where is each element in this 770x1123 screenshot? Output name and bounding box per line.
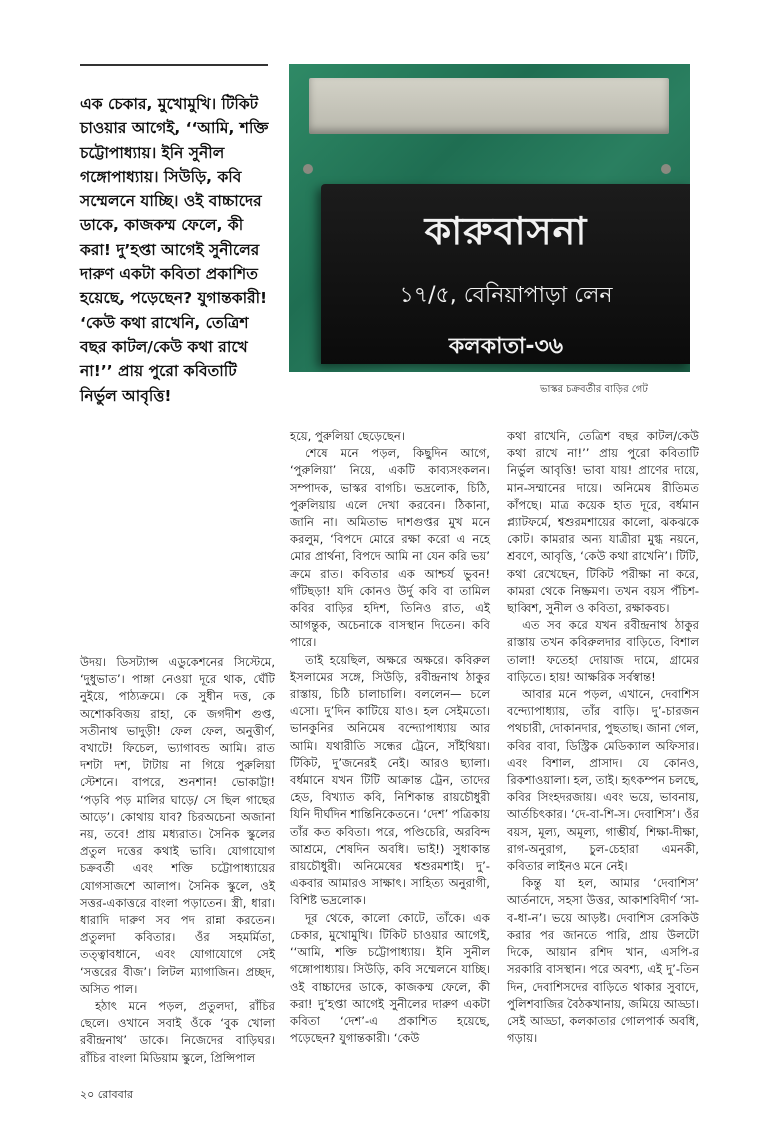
paragraph: আবার মনে পড়ল, এখানে, দেবাশিস বন্দ্যোপাধ্যায়, তাঁর বাড়ি। দু’-চারজন পথচারী, দোকানদার, পুছতাছ। জানা গেল, কবির বাবা, ডিস্ট্রিক মেডিক্যাল অফিসার। এবং বিশাল, প্রাসাদ। যে কোনও, রিকশাওয়ালা। হল, তাই। হৃৎকম্পন চলছে, কবির সিংহদরজায়। এবং ভয়ে, ভাবনায়, আর্তচিৎকার। ‘দে-বা-শি-স। দেবাশিস’। ওঁর বয়স, মূল্য, অমূল্য, গাম্ভীর্য, শিক্ষা-দীক্ষা, রাগ-অনুরাগ, চুল-চেহারা এমনকী, কবিতার লাইনও মনে নেই।	[507, 687, 699, 874]
name-plaque	[321, 184, 690, 364]
paragraph: হঠাৎ মনে পড়ল, প্রতুলদা, রাঁচির ছেলে। ওখানে সবাই ওঁকে ‘বুক খোলা রবীন্দ্রনাথ’ ডাকে। নিজেদের বাড়িঘর। রাঁচির বাংলা মিডিয়াম স্কুলে, প্রিন্সিপাল	[80, 999, 275, 1065]
plaque-address: ১৭/৫, বেনিয়াপাড়া লেন	[399, 283, 613, 308]
page-folio: ২০ রোববার	[80, 1088, 133, 1101]
plaque-city: কলকাতা-৩৬	[448, 334, 564, 359]
paragraph: হয়ে, পুরুলিয়া ছেড়েছেন।	[290, 429, 405, 443]
text-column-3	[507, 428, 699, 1047]
paragraph: কথা রাখেনি, তেত্রিশ বছর কাটল/কেউ কথা রাখে না!’’ প্রায় পুরো কবিতাটি নির্ভুল আবৃত্তি! ভাবা যায়! প্রাণের দায়ে, মান-সম্মানের দায়ে। অনিমেষ রীতিমত কাঁপছে। মাত্র কয়েক হাত দূরে, বর্ধমান প্ল্যাটফর্মে, শ্বশুরমশায়ের কালো, ঝকঝকে কোট। কামরার অন্য যাত্রীরা মুগ্ধ নয়নে, শ্রবণে, আবৃত্তি, ‘কেউ কথা রাখেনি’। টিটি, কথা রেখেছেন, টিকিট পরীক্ষা না করে, কামরা থেকে নিষ্ক্রমণ। তখন বয়স পঁচিশ-ছাব্বিশ, সুনীল ও কবিতা, রক্ষাকবচ।	[507, 429, 699, 616]
paragraph: শেষে মনে পড়ল, কিছুদিন আগে, ‘পুরুলিয়া’ নিয়ে, একটি কাব্যসংকলন। সম্পাদক, ভাস্কর বাগচি। ভদ্রলোক, চিঠি, পুরুলিয়ায় এলে দেখা করবেন। ঠিকানা, জানি না। অমিতাভ দাশগুপ্তর মুখ মনে করলুম, ‘বিপদে মোরে রক্ষা করো এ নহে মোর প্রার্থনা, বিপদে আমি না যেন করি ভয়’ ক্রমে রাত। কবিতার এক আশ্চর্য ভুবন! গাঁটছড়া! যদি কোনও উর্দু কবি বা তামিল কবির বাড়ির হদিশ, তিনিও রাত, এই আগন্তুক, অচেনাকে বাসস্থান দিতেন। কবি পারে।	[290, 446, 490, 650]
letterbox-slot	[309, 78, 669, 134]
text-column-1	[80, 654, 275, 1067]
paragraph: উদয়। ডিসট্যান্স এডুকেশনের সিস্টেমে, ‘দুধুভাত’। পাঙ্গা নেওয়া দূরে থাক, ঘেঁটি নুইয়ে, পাঠ্যক্রমে। কে সুধীন দত্ত, কে অশোকবিজয় রাহা, কে জগদীশ গুপ্ত, সতীনাথ ভাদুড়ী! ফেল ফেল, অনুত্তীর্ণ, বখাটে! ফিচেল, ভ্যাগাবন্ড আমি। রাত দশটা দশ, টাটায় না গিয়ে পুরুলিয়া স্টেশনে। বাপরে, শুনশান! ভোকাট্টা! ‘পড়বি পড় মালির ঘাড়ে/ সে ছিল গাছের আড়ে’। কোথায় যাব? চিরঅচেনা অজানা নয়, তবে! প্রায় মধ্যরাত। সৈনিক স্কুলের প্রতুল দত্তের কথাই ভাবি। যোগাযোগ চক্রবর্তী এবং শক্তি চট্টোপাধ্যায়ের যোগসাজশে আলাপ। সৈনিক স্কুলে, ওই সত্তর-একাত্তরে বাংলা পড়াতেন। স্ত্রী, ধারা। ধারাদি দারুণ সব পদ রান্না করতেন। প্রতুলদা কবিতার। ওঁর সহমর্মিতা, তত্ত্বাবধানে, এবং যোগাযোগে সেই ‘সত্তরের বীজ’। লিটল ম্যাগাজিন। প্রচ্ছদ, অসিত পাল।	[80, 655, 275, 996]
gate-photo	[289, 64, 690, 372]
text-column-2	[290, 428, 490, 1047]
paragraph: এত সব করে যখন রবীন্দ্রনাথ ঠাকুর রাস্তায় তখন কবিরুলদার বাড়িতে, বিশাল তালা! ফতেহা দোয়াজ দামে, গ্রামের বাড়িতে। হায়! আক্ষরিক সর্বস্বান্ত!	[507, 618, 699, 684]
paragraph: কিন্তু যা হল, আমার ‘দেবাশিস’ আর্তনাদে, সহসা উত্তর, আকাশবিদীর্ণ ‘সা-ব-ধা-ন’। ভয়ে আড়ষ্ট। দেবাশিস রেসকিউ করার পর জানতে পারি, প্রায় উলটো দিকে, আয়ান রশিদ খান, এসপি-র সরকারি বাসস্থান। পরে অবশ্য, এই দু’-তিন দিন, দেবাশিসদের বাড়িতে থাকার সুবাদে, পুলিশবাজির বৈঠকখানায়, জমিয়ে আড্ডা। সেই আড্ডা, কলকাতার গোলপার্ক অবধি, গড়ায়।	[507, 876, 699, 1046]
paragraph: তাই হয়েছিল, অক্ষরে অক্ষরে। কবিরুল ইসলামের সঙ্গে, সিউড়ি, রবীন্দ্রনাথ ঠাকুর রাস্তায়, চিঠি চালাচালি। বললেন— চলে এসো। দু’দিন কাটিয়ে যাও। হল সেইমতো। ভানকুনির অনিমেষ বন্দ্যোপাধ্যায় আর আমি। যথারীতি সন্ধের ট্রেনে, সাঁইথিয়া। টিকিট, দু’জনেরই নেই। আরও ছ্যালা। বর্ধমানে যখন টিটি আক্রান্ত ট্রেন, তাদের হেড, বিখ্যাত কবি, নিশিকান্ত রায়চৌধুরী যিনি দীর্ঘদিন শান্তিনিকেতনে। ‘দেশ’ পত্রিকায় তাঁর কত কবিতা। পরে, পণ্ডিচেরি, অরবিন্দ আশ্রমে, শেষদিন অবধি। ভাই!) সুধাকান্ত রায়চৌধুরী। অনিমেষের শ্বশুরমশাই। দু’-একবার আমারও সাক্ষাৎ। সাহিত্য অনুরাগী, বিশিষ্ট ভদ্রলোক।	[290, 652, 490, 908]
photo-caption: ভাস্কর চক্রবর্তীর বাড়ির গেট	[540, 384, 648, 395]
paragraph: দূর থেকে, কালো কোটে, তাঁকে। এক চেকার, মুখোমুখি। টিকিট চাওয়ার আগেই, ‘‘আমি, শক্তি চট্টোপাধ্যায়। ইনি সুনীল গঙ্গোপাধ্যায়। সিউড়ি, কবি সম্মেলনে যাচ্ছি। ওই বাচ্চাদের ডাকে, কাজকম্ম ফেলে, কী করা! দু’হপ্তা আগেই সুনীলের দারুণ একটা কবিতা ‘দেশ’-এ প্রকাশিত হয়েছে, পড়েছেন? যুগান্তকারী। ‘কেউ	[290, 910, 490, 1046]
screw-icon	[661, 164, 671, 174]
screw-icon	[303, 164, 313, 174]
pull-quote: এক চেকার, মুখোমুখি। টিকিট চাওয়ার আগেই, ‘‘আমি, শক্তি চট্টোপাধ্যায়। ইনি সুনীল গঙ্গোপাধ্যায়। সিউড়ি, কবি সম্মেলনে যাচ্ছি। ওই বাচ্চাদের ডাকে, কাজকম্ম ফেলে, কী করা! দু’হপ্তা আগেই সুনীলের দারুণ একটা কবিতা প্রকাশিত হয়েছে, পড়েছেন? যুগান্তকারী! ‘কেউ কথা রাখেনি, তেত্রিশ বছর কাটল/কেউ কথা রাখে না!’’ প্রায় পুরো কবিতাটি নির্ভুল আবৃত্তি!	[80, 95, 269, 405]
top-rule	[80, 64, 268, 66]
plaque-title: কারুবাসনা	[424, 209, 588, 253]
